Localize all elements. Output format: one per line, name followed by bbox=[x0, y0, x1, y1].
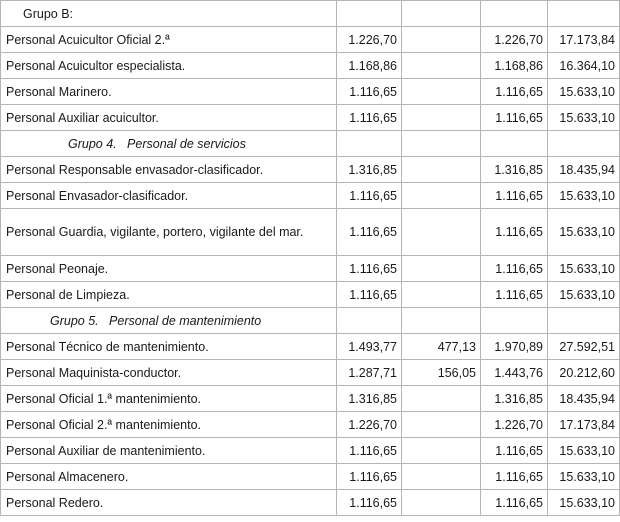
annual-total-cell: 17.173,84 bbox=[548, 27, 620, 53]
category-name: Personal Auxiliar acuicultor. bbox=[1, 105, 337, 131]
table-row bbox=[1, 183, 620, 209]
base-salary-cell: 1.116,65 bbox=[337, 282, 402, 308]
complement-cell bbox=[402, 282, 481, 308]
base-salary-cell: 1.316,85 bbox=[337, 157, 402, 183]
group-label: Grupo 5. Personal de mantenimiento bbox=[1, 308, 337, 334]
monthly-total-cell: 1.316,85 bbox=[481, 157, 548, 183]
complement-cell bbox=[402, 131, 481, 157]
monthly-total-cell bbox=[481, 308, 548, 334]
table-row bbox=[1, 386, 620, 412]
monthly-total-cell: 1.116,65 bbox=[481, 79, 548, 105]
table-row bbox=[1, 256, 620, 282]
table-row bbox=[1, 282, 620, 308]
annual-total-cell: 17.173,84 bbox=[548, 412, 620, 438]
table-row bbox=[1, 438, 620, 464]
table-row bbox=[1, 79, 620, 105]
base-salary-cell: 1.226,70 bbox=[337, 412, 402, 438]
category-name: Personal Envasador-clasificador. bbox=[1, 183, 337, 209]
complement-cell bbox=[402, 209, 481, 256]
category-name: Personal Marinero. bbox=[1, 79, 337, 105]
base-salary-cell: 1.116,65 bbox=[337, 438, 402, 464]
group-row-4 bbox=[1, 131, 620, 157]
complement-cell: 477,13 bbox=[402, 334, 481, 360]
base-salary-cell: 1.116,65 bbox=[337, 183, 402, 209]
annual-total-cell: 15.633,10 bbox=[548, 438, 620, 464]
category-name: Personal Oficial 1.ª mantenimiento. bbox=[1, 386, 337, 412]
monthly-total-cell: 1.226,70 bbox=[481, 27, 548, 53]
base-salary-cell: 1.116,65 bbox=[337, 490, 402, 516]
complement-cell bbox=[402, 79, 481, 105]
annual-total-cell bbox=[548, 131, 620, 157]
table-row bbox=[1, 157, 620, 183]
base-salary-cell: 1.168,86 bbox=[337, 53, 402, 79]
category-name: Personal Peonaje. bbox=[1, 256, 337, 282]
category-name: Personal Acuicultor especialista. bbox=[1, 53, 337, 79]
monthly-total-cell: 1.443,76 bbox=[481, 360, 548, 386]
monthly-total-cell bbox=[481, 131, 548, 157]
complement-cell bbox=[402, 464, 481, 490]
category-name: Personal Almacenero. bbox=[1, 464, 337, 490]
annual-total-cell: 15.633,10 bbox=[548, 490, 620, 516]
monthly-total-cell: 1.970,89 bbox=[481, 334, 548, 360]
base-salary-cell: 1.116,65 bbox=[337, 256, 402, 282]
monthly-total-cell: 1.316,85 bbox=[481, 386, 548, 412]
annual-total-cell: 15.633,10 bbox=[548, 183, 620, 209]
base-salary-cell bbox=[337, 131, 402, 157]
base-salary-cell: 1.116,65 bbox=[337, 464, 402, 490]
table-row bbox=[1, 464, 620, 490]
group-label: Grupo 4. Personal de servicios bbox=[1, 131, 337, 157]
group-row-b bbox=[1, 1, 620, 27]
table-row bbox=[1, 490, 620, 516]
annual-total-cell: 18.435,94 bbox=[548, 157, 620, 183]
monthly-total-cell: 1.168,86 bbox=[481, 53, 548, 79]
category-name: Personal Auxiliar de mantenimiento. bbox=[1, 438, 337, 464]
base-salary-cell: 1.493,77 bbox=[337, 334, 402, 360]
base-salary-cell bbox=[337, 308, 402, 334]
base-salary-cell: 1.116,65 bbox=[337, 209, 402, 256]
annual-total-cell: 18.435,94 bbox=[548, 386, 620, 412]
complement-cell bbox=[402, 27, 481, 53]
monthly-total-cell: 1.226,70 bbox=[481, 412, 548, 438]
base-salary-cell bbox=[337, 1, 402, 27]
complement-cell: 156,05 bbox=[402, 360, 481, 386]
monthly-total-cell: 1.116,65 bbox=[481, 209, 548, 256]
complement-cell bbox=[402, 490, 481, 516]
table-row bbox=[1, 105, 620, 131]
group-label: Grupo B: bbox=[1, 1, 337, 27]
category-name: Personal Técnico de mantenimiento. bbox=[1, 334, 337, 360]
category-name: Personal Acuicultor Oficial 2.ª bbox=[1, 27, 337, 53]
table-row bbox=[1, 334, 620, 360]
complement-cell bbox=[402, 53, 481, 79]
category-name: Personal Maquinista-conductor. bbox=[1, 360, 337, 386]
complement-cell bbox=[402, 438, 481, 464]
complement-cell bbox=[402, 105, 481, 131]
category-name: Personal Guardia, vigilante, portero, vigilante del mar. bbox=[1, 209, 337, 256]
group-row-5 bbox=[1, 308, 620, 334]
monthly-total-cell: 1.116,65 bbox=[481, 464, 548, 490]
complement-cell bbox=[402, 256, 481, 282]
annual-total-cell: 15.633,10 bbox=[548, 282, 620, 308]
base-salary-cell: 1.287,71 bbox=[337, 360, 402, 386]
annual-total-cell: 15.633,10 bbox=[548, 79, 620, 105]
annual-total-cell: 16.364,10 bbox=[548, 53, 620, 79]
annual-total-cell: 27.592,51 bbox=[548, 334, 620, 360]
annual-total-cell: 15.633,10 bbox=[548, 209, 620, 256]
monthly-total-cell: 1.116,65 bbox=[481, 256, 548, 282]
base-salary-cell: 1.116,65 bbox=[337, 105, 402, 131]
complement-cell bbox=[402, 412, 481, 438]
complement-cell bbox=[402, 386, 481, 412]
complement-cell bbox=[402, 183, 481, 209]
monthly-total-cell: 1.116,65 bbox=[481, 438, 548, 464]
category-name: Personal Redero. bbox=[1, 490, 337, 516]
annual-total-cell: 15.633,10 bbox=[548, 464, 620, 490]
annual-total-cell: 15.633,10 bbox=[548, 105, 620, 131]
annual-total-cell bbox=[548, 1, 620, 27]
table-row bbox=[1, 412, 620, 438]
monthly-total-cell bbox=[481, 1, 548, 27]
base-salary-cell: 1.226,70 bbox=[337, 27, 402, 53]
annual-total-cell: 20.212,60 bbox=[548, 360, 620, 386]
complement-cell bbox=[402, 1, 481, 27]
complement-cell bbox=[402, 308, 481, 334]
table-row bbox=[1, 27, 620, 53]
annual-total-cell: 15.633,10 bbox=[548, 256, 620, 282]
annual-total-cell bbox=[548, 308, 620, 334]
table-row bbox=[1, 209, 620, 256]
base-salary-cell: 1.116,65 bbox=[337, 79, 402, 105]
table-row bbox=[1, 53, 620, 79]
category-name: Personal de Limpieza. bbox=[1, 282, 337, 308]
monthly-total-cell: 1.116,65 bbox=[481, 183, 548, 209]
monthly-total-cell: 1.116,65 bbox=[481, 490, 548, 516]
table-row bbox=[1, 360, 620, 386]
monthly-total-cell: 1.116,65 bbox=[481, 282, 548, 308]
monthly-total-cell: 1.116,65 bbox=[481, 105, 548, 131]
base-salary-cell: 1.316,85 bbox=[337, 386, 402, 412]
category-name: Personal Oficial 2.ª mantenimiento. bbox=[1, 412, 337, 438]
complement-cell bbox=[402, 157, 481, 183]
category-name: Personal Responsable envasador-clasificador. bbox=[1, 157, 337, 183]
